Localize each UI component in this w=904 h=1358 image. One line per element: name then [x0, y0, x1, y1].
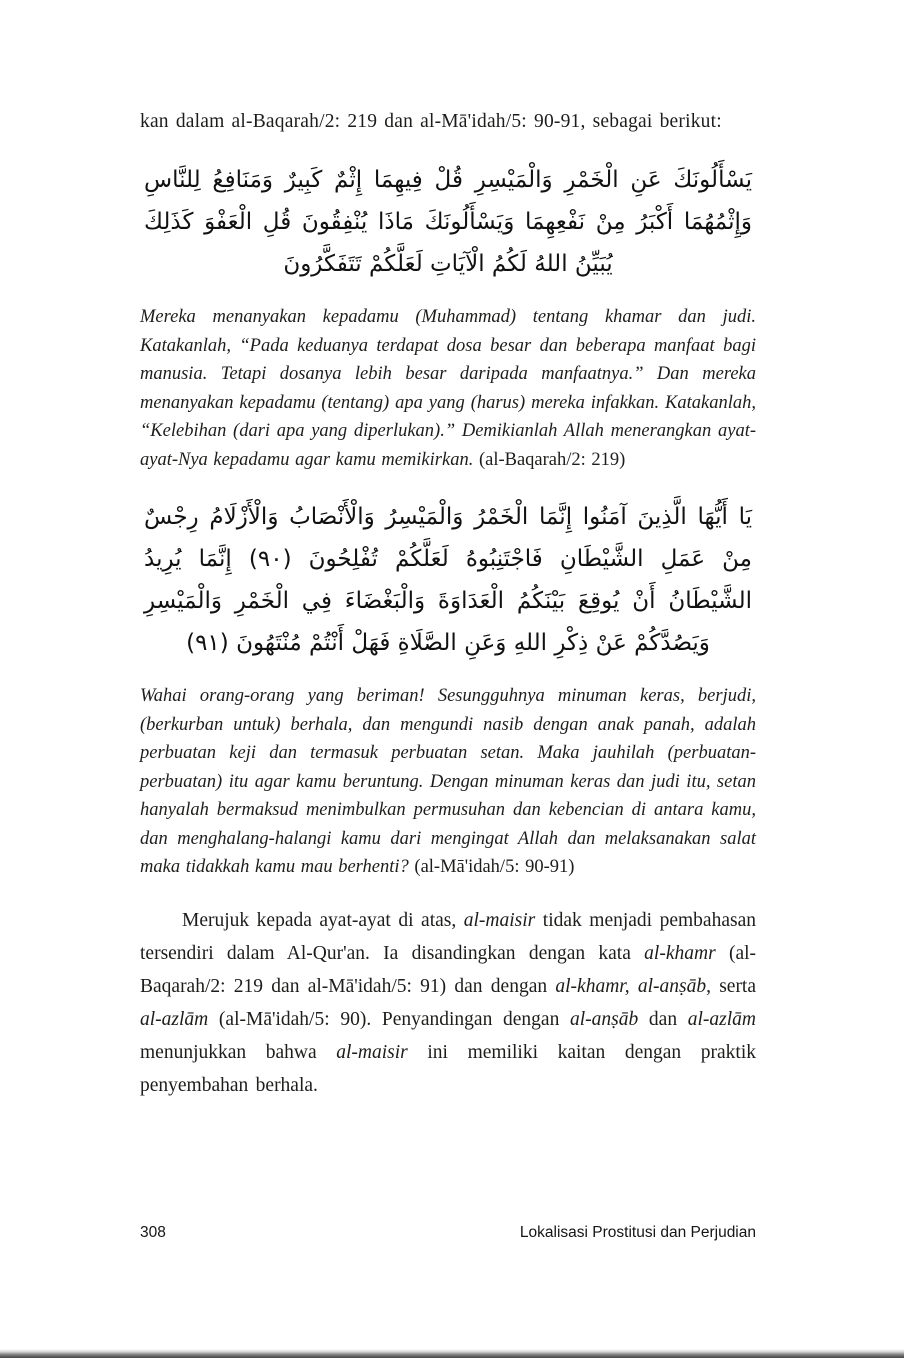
- arabic-verse-maidah-90-91: يَا أَيُّهَا الَّذِينَ آمَنُوا إِنَّمَا الْخَمْرُ وَالْمَيْسِرُ وَالْأَنْصَابُ وَالْأَزْلَامُ رِجْسٌ مِنْ عَمَلِ الشَّيْطَانِ فَاجْتَنِبُوهُ لَعَلَّكُمْ تُفْلِحُونَ (٩٠) إِنَّمَا يُرِيدُ الشَّيْطَانُ أَنْ يُوقِعَ بَيْنَكُمُ الْعَدَاوَةَ وَالْبَغْضَاءَ فِي الْخَمْرِ وَالْمَيْسِرِ وَيَصُدَّكُمْ عَنْ ذِكْرِ اللهِ وَعَنِ الصَّلَاةِ فَهَلْ أَنْتُمْ مُنْتَهُونَ (٩١): [144, 504, 752, 656]
- translation-maidah-90-91: Wahai orang-orang yang beriman! Sesungguhnya minuman keras, berjudi, (berkurban untuk) berhala, dan mengundi nasib dengan anak panah, adalah perbuatan keji dan termasuk perbuatan setan. Maka jauhilah (perbuatan-perbuatan) itu agar kamu beruntung. Dengan minuman keras dan judi itu, setan hanyalah bermaksud menimbulkan permusuhan dan kebencian di antara kamu, dan menghalang-halangi kamu dari mengingat Allah dan melaksanakan salat maka tidakkah kamu mau berhenti? (al-Mā'idah/5: 90-91): [140, 686, 756, 877]
- intro-paragraph: kan dalam al-Baqarah/2: 219 dan al-Mā'idah/5: 90-91, sebagai berikut:: [140, 111, 722, 132]
- page-content: [140, 106, 756, 1102]
- arabic-verse-baqarah-219: يَسْأَلُونَكَ عَنِ الْخَمْرِ وَالْمَيْسِرِ قُلْ فِيهِمَا إِثْمٌ كَبِيرٌ وَمَنَافِعُ لِلنَّاسِ وَإِثْمُهُمَا أَكْبَرُ مِنْ نَفْعِهِمَا وَيَسْأَلُونَكَ مَاذَا يُنْفِقُونَ قُلِ الْعَفْوَ كَذَلِكَ يُبَيِّنُ اللهُ لَكُمُ الْآيَاتِ لَعَلَّكُمْ تَتَفَكَّرُونَ: [144, 167, 752, 277]
- page-footer: [140, 1224, 756, 1242]
- page-number: 308: [140, 1224, 166, 1241]
- page-edge-shadow: [0, 1349, 904, 1358]
- running-title: Lokalisasi Prostitusi dan Perjudian: [519, 1224, 756, 1241]
- translation-baqarah-219: Mereka menanyakan kepadamu (Muhammad) tentang khamar dan judi. Katakanlah, “Pada keduanya terdapat dosa besar dan beberapa manfaat bagi manusia. Tetapi dosanya lebih besar daripada manfaatnya.” Dan mereka menanyakan kepadamu (tentang) apa yang (harus) mereka infakkan. Katakanlah, “Kelebihan (dari apa yang diperlukan).” Demikianlah Allah menerangkan ayat-ayat-Nya kepadamu agar kamu memikirkan. (al-Baqarah/2: 219): [140, 307, 756, 470]
- body-paragraph: Merujuk kepada ayat-ayat di atas, al-maisir tidak menjadi pembahasan tersendiri dalam Al-Qur'an. Ia disandingkan dengan kata al-khamr (al-Baqarah/2: 219 dan al-Mā'idah/5: 91) dan dengan al-khamr, al-anṣāb, serta al-azlām (al-Mā'idah/5: 90). Penyandingan dengan al-anṣāb dan al-azlām menunjukkan bahwa al-maisir ini memiliki kaitan dengan praktik penyembahan berhala.: [140, 909, 757, 1096]
